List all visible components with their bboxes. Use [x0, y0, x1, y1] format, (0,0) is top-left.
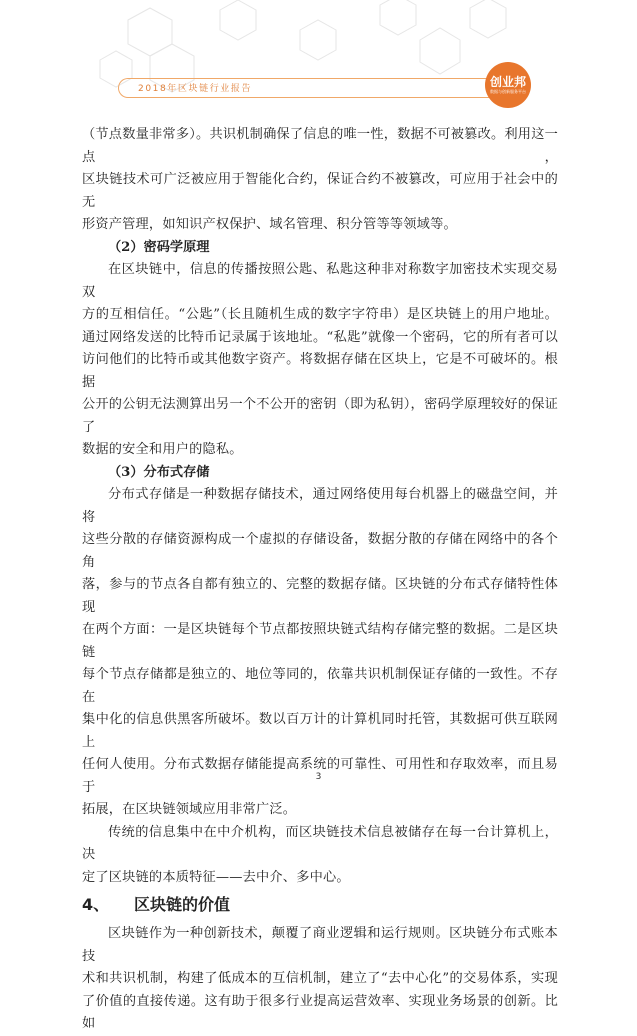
text-line: 区块链技术可广泛被应用于智能化合约，保证合约不被篡改，可应用于社会中的无 — [82, 172, 558, 210]
text-line: 传统的信息集中在中介机构，而区块链技术信息被储存在每一台计算机上，决 — [82, 824, 558, 862]
text-line: 分布式存储是一种数据存储技术，通过网络使用每台机器上的磁盘空间，并将 — [82, 487, 558, 525]
page-number: 3 — [315, 772, 322, 782]
text-line: 每个节点存储都是独立的、地位等同的，依靠共识机制保证存储的一致性。不存在 — [82, 667, 558, 705]
text-line: 了价值的直接传递。这有助于很多行业提高运营效率、实现业务场景的创新。比如 — [82, 993, 558, 1031]
text-line: 方的互相信任。“公匙”（长且随机生成的数字字符串）是区块链上的用户地址。 — [82, 307, 558, 322]
text-line: 在区块链中，信息的传播按照公匙、私匙这种非对称数字加密技术实现交易双 — [82, 262, 558, 300]
chapter-number: 4、 — [82, 895, 110, 914]
text-line: 区块链作为一种创新技术，颠覆了商业逻辑和运行规则。区块链分布式账本技 — [82, 926, 558, 964]
chapter-title: 区块链的价值 — [134, 895, 231, 914]
text-line: 落，参与的节点各自都有独立的、完整的数据存储。区块链的分布式存储特性体现 — [82, 577, 558, 615]
text-line: （节点数量非常多）。共识机制确保了信息的唯一性，数据不可被篡改。利用这一点， — [82, 127, 558, 165]
chapter-heading — [82, 893, 558, 917]
page-content — [82, 124, 558, 1036]
distributed-storage-paragraph — [82, 484, 558, 822]
conclusion-paragraph — [82, 822, 558, 890]
hexagon-background-pattern — [0, 0, 637, 130]
logo-subtext: 数据与创新服务平台 — [490, 88, 526, 94]
cryptography-paragraph — [82, 259, 558, 462]
text-line: 拓展，在区块链领域应用非常广泛。 — [82, 802, 297, 817]
text-line: 任何人使用。分布式数据存储能提高系统的可靠性、可用性和存取效率，而且易于 — [82, 757, 558, 795]
text-line: 术和共识机制，构建了低成本的互信机制，建立了“去中心化”的交易体系，实现 — [82, 971, 558, 986]
text-line: 形资产管理，如知识产权保护、域名管理、积分管等等领域等。 — [82, 217, 457, 232]
section-heading-distributed-storage: （3）分布式存储 — [108, 464, 210, 480]
text-line: 公开的公钥无法测算出另一个不公开的密钥（即为私钥），密码学原理较好的保证了 — [82, 397, 558, 435]
text-line: 通过网络发送的比特币记录属于该地址。“私匙”就像一个密码，它的所有者可以 — [82, 329, 558, 345]
text-line: 在两个方面：一是区块链每个节点都按照块链式结构存储完整的数据。二是区块链 — [82, 622, 558, 660]
logo-text: 创业邦 — [489, 74, 526, 89]
intro-paragraph — [82, 124, 558, 237]
text-line: 集中化的信息供黑客所破坏。数以百万计的计算机同时托管，其数据可供互联网上 — [82, 712, 558, 750]
report-title: 2018年区块链行业报告 — [138, 84, 253, 94]
text-line: 访问他们的比特币或其他数字资产。将数据存储在区块上，它是不可破坏的。根据 — [82, 352, 558, 390]
text-line: 数据的安全和用户的隐私。 — [82, 442, 243, 457]
text-line: 定了区块链的本质特征——去中介、多中心。 — [82, 869, 350, 885]
section-heading-cryptography: （2）密码学原理 — [108, 239, 210, 255]
brand-logo — [485, 62, 531, 108]
text-line: 这些分散的存储资源构成一个虚拟的存储设备，数据分散的存储在网络中的各个角 — [82, 532, 558, 570]
value-paragraph — [82, 923, 558, 1036]
